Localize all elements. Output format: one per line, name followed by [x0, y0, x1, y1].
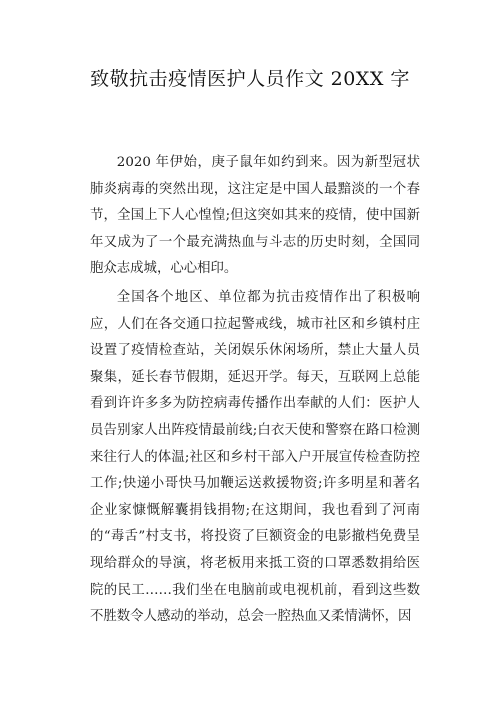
document-title: 致敬抗击疫情医护人员作文 20XX 字 [90, 68, 410, 90]
paragraph-1: 2020 年伊始，庚子鼠年如约到来。因为新型冠状肺炎病毒的突然出现，这注定是中国人最黯淡的一个春节，全国上下人心惶惶;但这突如其来的疫情，使中国新年又成为了一个最充满热血与斗志的历史时刻，全国同胞众志成城，心心相印。 [90, 155, 420, 277]
document-body [90, 150, 420, 631]
paragraph-2: 全国各个地区、单位都为抗击疫情作出了积极响应，人们在各交通口拉起警戒线，城市社区和乡镇村庄设置了疫情检查站，关闭娱乐休闲场所，禁止大量人员聚集，延长春节假期，延迟开学。每天，互联网上总能看到许许多多为防控病毒传播作出奉献的人们：医护人员告别家人出阵疫情最前线;白衣天使和警察在路口检测来往行人的体温;社区和乡村干部入户开展宣传检查防控工作;快递小哥快马加鞭运送救援物资;许多明星和著名企业家慷慨解囊捐钱捐物;在这期间，我也看到了河南的“毒舌”村支书，将投资了巨额资金的电影撤档免费呈现给群众的导演，将老板用来抵工资的口罩悉数捐给医院的民工……我们坐在电脑前或电视机前，看到这些数不胜数令人感动的举动，总会一腔热血又柔情满怀，因 [90, 289, 420, 625]
